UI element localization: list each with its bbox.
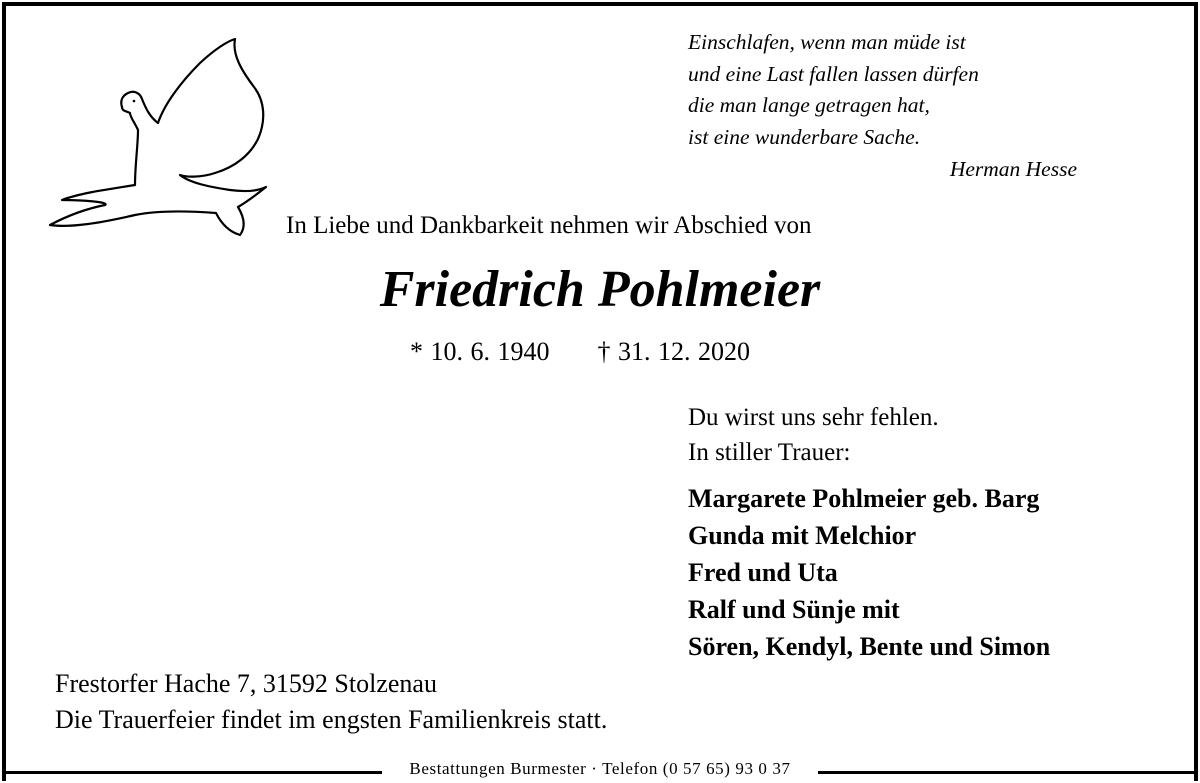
life-dates	[410, 337, 750, 367]
quote-block	[688, 27, 979, 153]
family-member: Gunda mit Melchior	[688, 521, 917, 550]
birth-date: * 10. 6. 1940	[410, 337, 550, 366]
bottom-rule-right	[818, 771, 1198, 774]
mourning-line: In stiller Trauer:	[688, 439, 851, 466]
mourning-line: Du wirst uns sehr fehlen.	[688, 404, 939, 431]
dove-icon	[40, 35, 280, 245]
deceased-name: Friedrich Pohlmeier	[379, 261, 821, 318]
family-member: Ralf und Sünje mit	[688, 595, 900, 624]
street-address: Frestorfer Hache 7, 31592 Stolzenau	[55, 669, 437, 698]
quote-author: Herman Hesse	[949, 157, 1077, 181]
family-member: Fred und Uta	[688, 558, 838, 587]
funeral-home-footer: Bestattungen Burmester · Telefon (0 57 65) 93 0 37	[409, 759, 791, 778]
funeral-notice: Die Trauerfeier findet im engsten Familienkreis statt.	[55, 705, 608, 734]
family-member: Margarete Pohlmeier geb. Barg	[688, 484, 1040, 513]
mourning-text	[688, 400, 939, 470]
bottom-rule-left	[2, 771, 382, 774]
quote-line: und eine Last fallen lassen dürfen	[688, 61, 979, 86]
quote-line: die man lange getragen hat,	[688, 93, 930, 117]
quote-line: ist eine wunderbare Sache.	[688, 124, 921, 149]
intro-text: In Liebe und Dankbarkeit nehmen wir Abschied von	[286, 212, 812, 239]
family-member: Sören, Kendyl, Bente und Simon	[688, 632, 1051, 661]
death-date: † 31. 12. 2020	[597, 337, 750, 366]
family-list	[688, 480, 1050, 665]
quote-line: Einschlafen, wenn man müde ist	[688, 30, 966, 54]
address-block	[55, 666, 607, 738]
